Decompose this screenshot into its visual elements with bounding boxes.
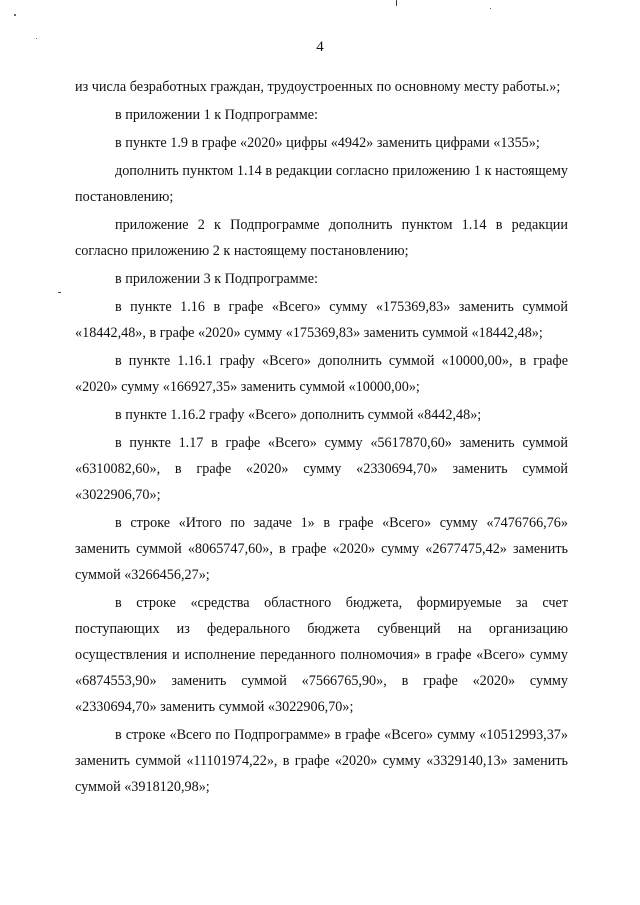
document-body bbox=[75, 74, 568, 800]
scan-speck bbox=[58, 292, 61, 293]
paragraph-item-1-16-1: в пункте 1.16.1 графу «Всего» дополнить суммой «10000,00», в графе «2020» сумму «166927,35» заменить суммой «10000,00»; bbox=[75, 353, 568, 395]
paragraph-appendix-3-heading: в приложении 3 к Подпрограмме: bbox=[115, 271, 318, 287]
paragraph-item-1-14: дополнить пунктом 1.14 в редакции согласно приложению 1 к настоящему постановлению; bbox=[75, 163, 568, 205]
paragraph-item-1-17: в пункте 1.17 в графе «Всего» сумму «5617870,60» заменить суммой «6310082,60», в графе «2020» сумму «2330694,70» заменить суммой «3022906,70»; bbox=[75, 435, 568, 503]
paragraph-total-task-1: в строке «Итого по задаче 1» в графе «Всего» сумму «7476766,76» заменить суммой «8065747,60», в графе «2020» сумму «2677475,42» заменить суммой «3266456,27»; bbox=[75, 515, 568, 583]
paragraph-item-1-16-2: в пункте 1.16.2 графу «Всего» дополнить суммой «8442,48»; bbox=[115, 407, 482, 423]
paragraph-appendix-1-heading: в приложении 1 к Подпрограмме: bbox=[115, 107, 318, 123]
paragraph-regional-budget: в строке «средства областного бюджета, формируемые за счет поступающих из федерального бюджета субвенций на организацию осуществления и исполнение переданного полномочия» в графе «Всего» сумму «6874553,90» заменить суммой «7566765,90», в графе «2020» сумму «2330694,70» заменить суммой «3022906,70»; bbox=[75, 595, 568, 715]
page-number: 4 bbox=[316, 39, 324, 55]
scan-speck bbox=[490, 8, 491, 9]
paragraph-total-subprogram: в строке «Всего по Подпрограмме» в графе «Всего» сумму «10512993,37» заменить суммой «11101974,22», в графе «2020» сумму «3329140,13» заменить суммой «3918120,98»; bbox=[75, 727, 568, 795]
paragraph-continuation: из числа безработных граждан, трудоустроенных по основному месту работы.»; bbox=[75, 79, 561, 95]
scan-speck bbox=[14, 14, 16, 16]
scan-speck bbox=[396, 0, 397, 6]
paragraph-appendix-2: приложение 2 к Подпрограмме дополнить пунктом 1.14 в редакции согласно приложению 2 к настоящему постановлению; bbox=[75, 217, 568, 259]
paragraph-item-1-9: в пункте 1.9 в графе «2020» цифры «4942» заменить цифрами «1355»; bbox=[115, 135, 540, 151]
paragraph-item-1-16: в пункте 1.16 в графе «Всего» сумму «175369,83» заменить суммой «18442,48», в графе «2020» сумму «175369,83» заменить суммой «18442,48»; bbox=[75, 299, 568, 341]
